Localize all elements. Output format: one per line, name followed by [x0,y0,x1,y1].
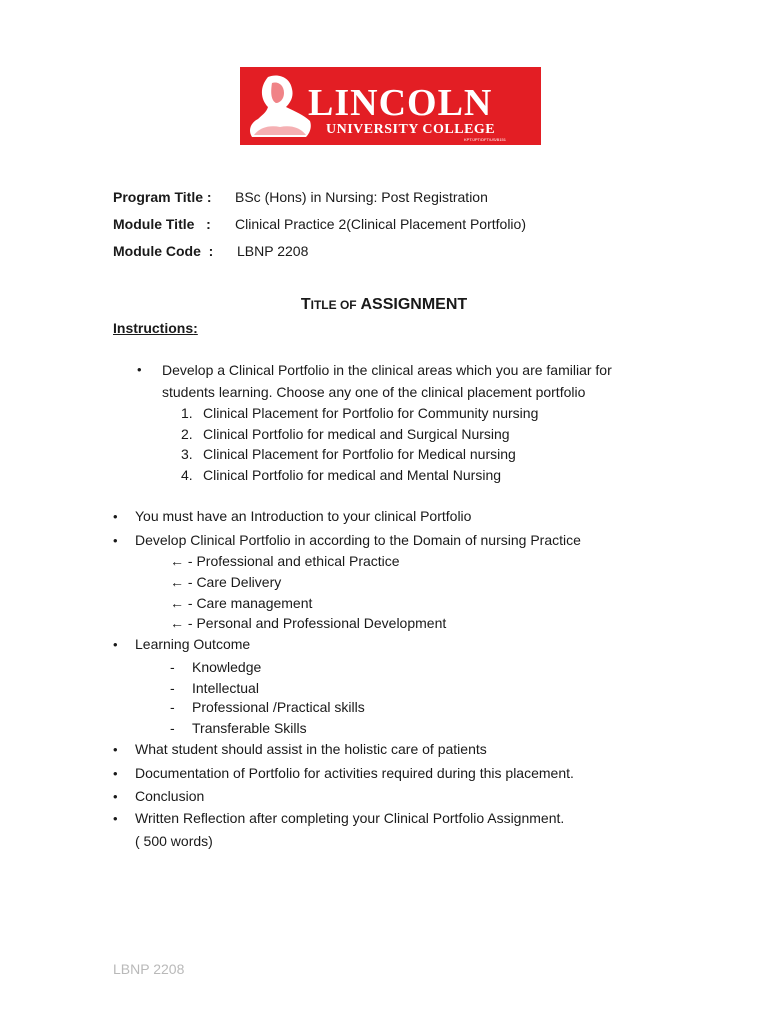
outcome-dash: - [170,720,175,736]
domain-item: ← - Professional and ethical Practice [170,553,400,569]
assignment-title [0,296,768,314]
bullet-dot: • [113,637,118,652]
bullet-dot: • [113,766,118,781]
option-number: 4. [181,467,193,483]
bullet-develop: Develop Clinical Portfolio in according to the Domain of nursing Practice [135,532,581,548]
bullet-dot: • [113,509,118,524]
option-text: Clinical Placement for Portfolio for Medical nursing [203,446,516,462]
option-number: 2. [181,426,193,442]
instructions-colon: : [193,320,198,336]
bullet-dot: • [113,811,118,826]
module-title-value: Clinical Practice 2(Clinical Placement Portfolio) [235,216,526,232]
logo-name: LINCOLN [308,82,493,124]
bullet-dot: • [113,533,118,548]
footer-module-code: LBNP 2208 [113,961,185,977]
title-assignment: ASSIGNMENT [360,296,468,313]
title-smallcaps: ITLE OF [310,298,357,312]
module-code-value: LBNP 2208 [237,243,309,259]
outcome-item: Transferable Skills [192,720,307,736]
module-code-label: Module Code : [113,243,214,259]
logo-subtitle: UNIVERSITY COLLEGE [326,122,496,137]
title-cap: T [300,296,311,313]
outcome-dash: - [170,699,175,715]
instructions-label: Instructions [113,320,194,336]
bullet-dot: • [113,789,118,804]
bullet-assist: What student should assist in the holistic care of patients [135,741,487,757]
bullet-intro: You must have an Introduction to your clinical Portfolio [135,508,472,524]
logo-tagline: KPT/JPT/DFT/US/B151 [464,137,507,142]
section1-line1: Develop a Clinical Portfolio in the clinical areas which you are familiar for [162,362,612,378]
option-text: Clinical Placement for Portfolio for Community nursing [203,405,539,421]
instructions-heading [113,320,198,336]
domain-item: ← - Care Delivery [170,574,282,590]
module-title-label: Module Title : [113,216,211,232]
bullet-reflection-line2: ( 500 words) [135,833,213,849]
program-title-row [113,189,488,205]
domain-item: ← - Care management [170,595,313,611]
outcome-item: Knowledge [192,659,262,675]
module-title-row [113,216,526,232]
bullet-dot: • [137,362,142,377]
option-text: Clinical Portfolio for medical and Mental Nursing [203,467,502,483]
bullet-dot: • [113,742,118,757]
program-title-value: BSc (Hons) in Nursing: Post Registration [235,189,488,205]
outcome-dash: - [170,680,175,696]
bullet-conclusion: Conclusion [135,788,205,804]
university-logo [240,67,541,145]
domain-item: ← - Personal and Professional Development [170,615,447,631]
module-code-row [113,243,309,259]
section1-line2: students learning. Choose any one of the clinical placement portfolio [162,384,586,400]
option-number: 3. [181,446,193,462]
option-number: 1. [181,405,193,421]
bullet-learning-outcome: Learning Outcome [135,636,251,652]
bullet-reflection-line1: Written Reflection after completing your Clinical Portfolio Assignment. [135,810,565,826]
outcome-dash: - [170,659,175,675]
bust-icon [250,76,311,138]
bullet-documentation: Documentation of Portfolio for activities required during this placement. [135,765,574,781]
program-title-label: Program Title : [113,189,212,205]
option-text: Clinical Portfolio for medical and Surgical Nursing [203,426,510,442]
outcome-item: Professional /Practical skills [192,699,365,715]
outcome-item: Intellectual [192,680,259,696]
